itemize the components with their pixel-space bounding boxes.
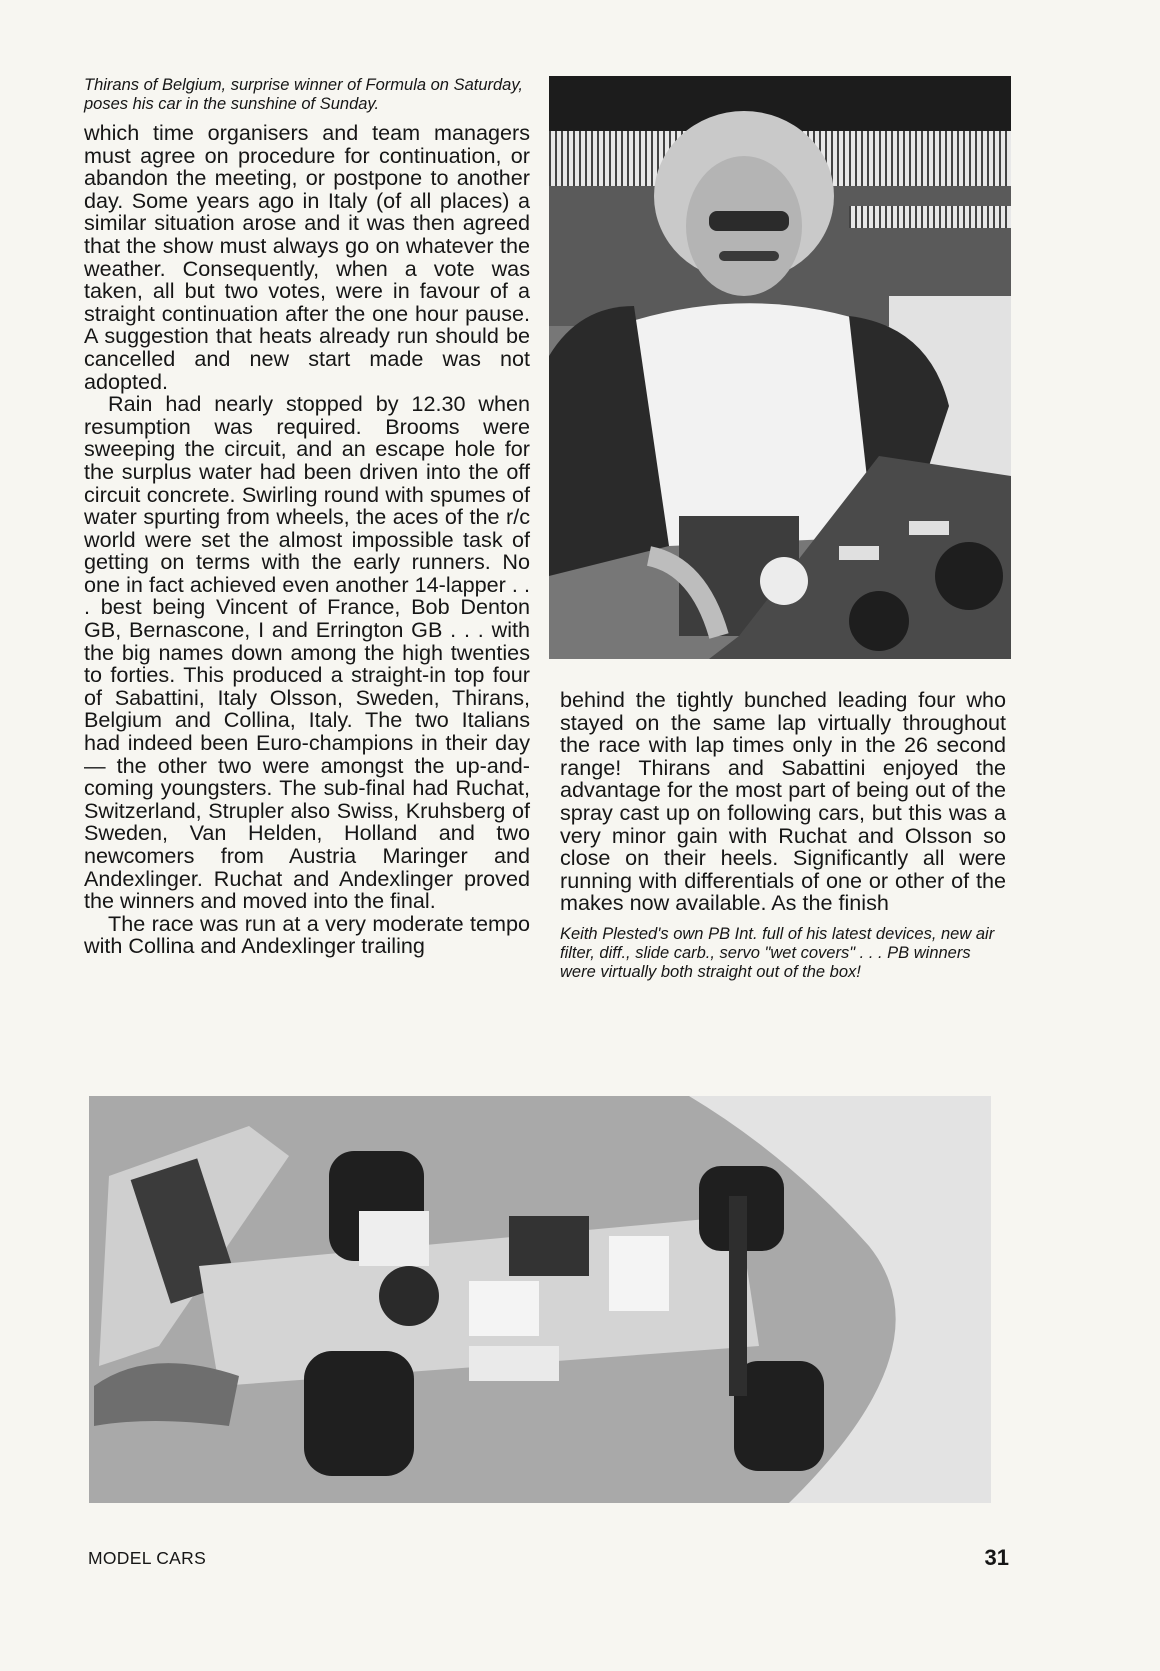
portrait-photo bbox=[549, 76, 1011, 659]
caption-portrait: Thirans of Belgium, surprise winner of Formula on Saturday, poses his car in the sunshine of Sunday. bbox=[84, 76, 523, 113]
paragraph-3: The race was run at a very moderate tempo with Collina and Andexlinger trailing bbox=[84, 910, 530, 959]
caption-car: Keith Plested's own PB Int. full of his latest devices, new air filter, diff., slide carb., servo "wet covers" . . . PB winners were virtually both straight out of the box! bbox=[560, 924, 995, 981]
magazine-name: MODEL CARS bbox=[88, 1548, 207, 1568]
paragraph-1: which time organisers and team managers must agree on procedure for continuation, or abandon the meeting, or postpone to another day. Some years ago in Italy (of all places) a similar situation arose and it was then agreed that the show must always go on whatever the weather. Consequently, when a vote was taken, all but two votes, were in favour of a straight continuation after the one hour pause. A suggestion that heats already run should be cancelled and new start made was not adopted. bbox=[84, 120, 530, 394]
paragraph-2: Rain had nearly stopped by 12.30 when resumption was required. Brooms were sweeping the circuit, and an escape hole for the surplus water had been driven into the off circuit concrete. Swirling round with spumes of water spurting from wheels, the aces of the r/c world were set the almost impossible task of getting on terms with the early runners. No one in fact achieved even another 14-lapper . . . best being Vincent of France, Bob Denton GB, Bernascone, I and Errington GB . . . with the big names down among the high twenties to forties. This produced a straight-in top four of Sabattini, Italy Olsson, Sweden, Thirans, Belgium and Collina, Italy. The two Italians had indeed been Euro-champions in their day — the other two were amongst the up-and-coming youngsters. The sub-final had Ruchat, Switzerland, Strupler also Swiss, Kruhsberg of Sweden, Van Helden, Holland and two newcomers from Austria Maringer and Andexlinger. Ruchat and Andexlinger proved the winners and moved into the final. bbox=[84, 391, 530, 914]
left-column bbox=[84, 76, 530, 958]
page-number: 31 bbox=[984, 1545, 1009, 1570]
right-column bbox=[560, 689, 1006, 982]
car-chassis-photo bbox=[89, 1096, 991, 1503]
paragraph-4: behind the tightly bunched leading four who stayed on the same lap virtually throughout the race with lap times only in the 26 second range! Thirans and Sabattini enjoyed the advantage for the most part of being out of the spray cast up on following cars, but this was a very minor gain with Ruchat and Olsson so close on their heels. Significantly all were running with differentials of one or other of the makes now available. As the finish bbox=[560, 687, 1006, 916]
